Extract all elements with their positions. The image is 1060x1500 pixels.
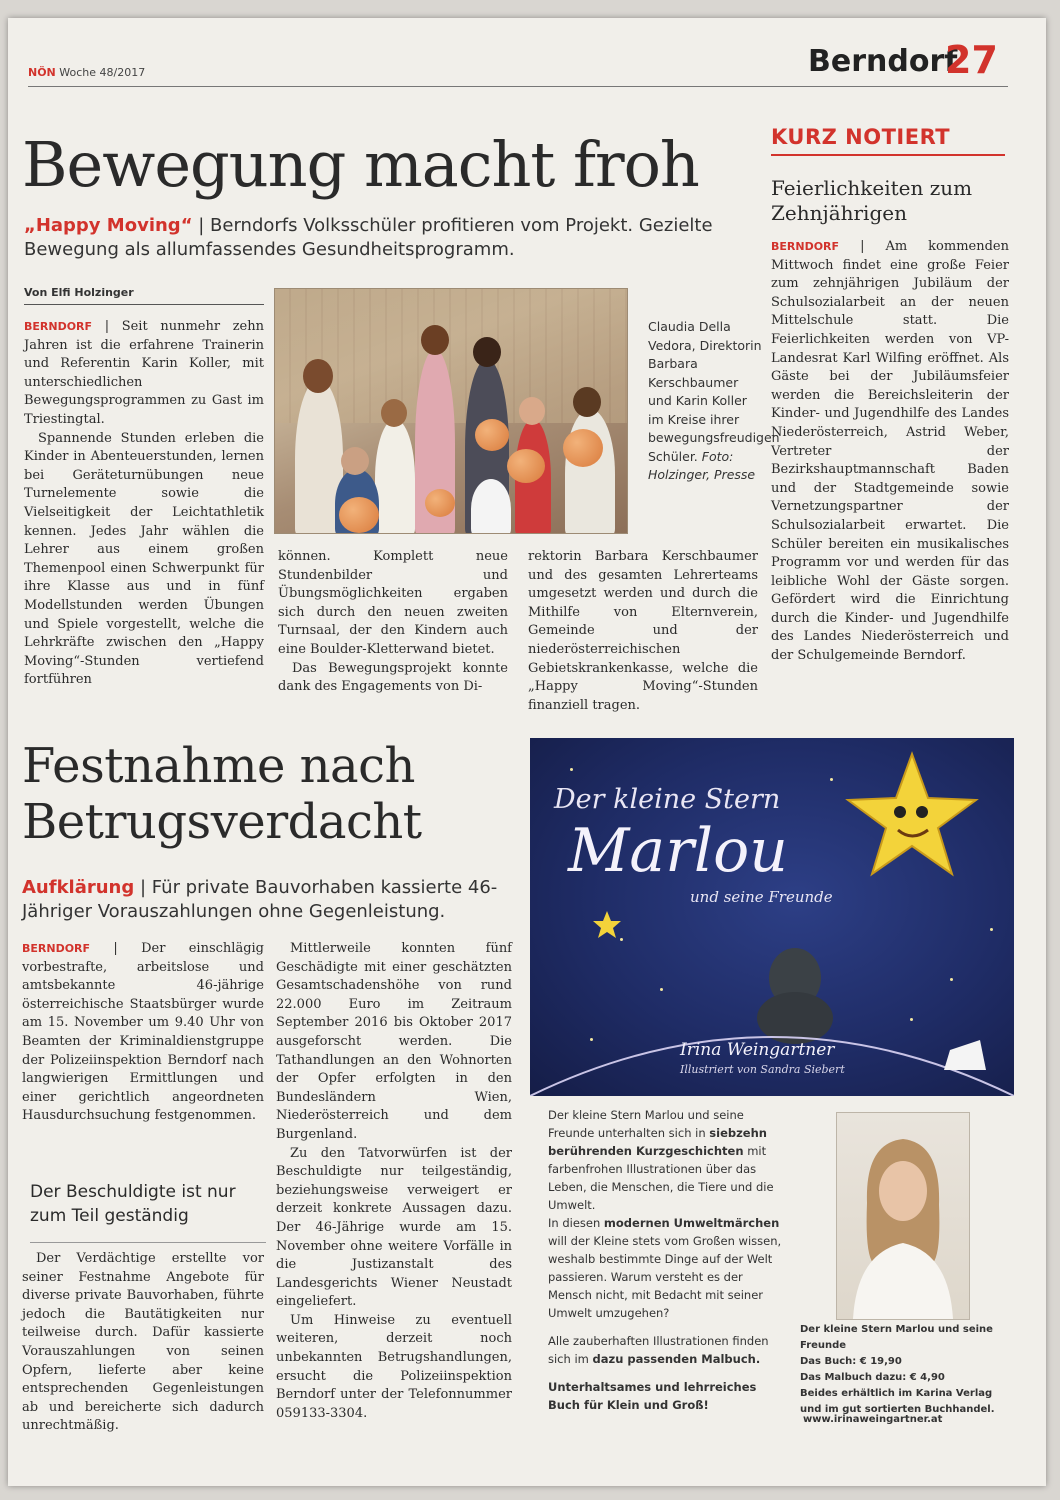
author-website-link[interactable]: www.irinaweingartner.at — [803, 1414, 943, 1425]
article2-column-1 — [22, 940, 264, 1126]
article1-column-2 — [278, 548, 508, 697]
article1-paragraph: Das Bewegungsprojekt konnte dank des Engagements von Di- — [278, 660, 508, 695]
brand-logo: NÖN — [28, 66, 56, 79]
issue-week: Woche 48/2017 — [59, 66, 146, 79]
article2-column-1b — [22, 1250, 264, 1436]
subhead-rule — [30, 1242, 266, 1243]
article2-paragraph: Zu den Tatvorwürfen ist der Beschuldigte nur teilgeständig, beziehungsweise verweigert er derzeit konkrete Aussagen dazu. Der 46-Jährige wurde am 15. November ohne weitere Vorfälle in die Justizanstalt des Landesgerichts Wiener Neustadt eingeliefert. — [276, 1145, 512, 1310]
book-ad-bold: dazu passenden Malbuch. — [592, 1352, 761, 1366]
publisher-logo-icon — [940, 1034, 990, 1074]
article1-dateline: BERNDORF — [24, 320, 93, 333]
kurz-notiert-paragraph — [771, 238, 1009, 666]
book-ad-bold: siebzehn berührenden Kurzgeschichten — [548, 1126, 767, 1158]
article2-paragraph: Der Verdächtige erstellte vor seiner Festnahme Angebote für diverse private Bauvorhaben, führte jedoch die Bautätigkeiten nur teilweise durch. Dafür kassierte Vorauszahlungen von seinen Opfern, lieferte aber keine entsprechenden Gegenleistungen ab und bereicherte sich dadurch unrechtmäßig. — [22, 1251, 264, 1434]
article1-column-1 — [24, 318, 264, 690]
article1-paragraph — [24, 318, 264, 430]
book-ad-text-span: Alle zauberhaften Illustrationen finden sich im — [548, 1334, 769, 1366]
article2-paragraph: Mittlerweile konnten fünf Geschädigte mit einer geschätzten Gesamtschadenshöhe von rund 22.000 Euro im Zeitraum September 2016 bis Oktober 2017 ausgeforscht werden. Die Tathandlungen an den Wohnorten der Opfer erfolgten in den Bundesländern Wien, Niederösterreich und dem Burgenland. — [276, 941, 512, 1142]
book-ad-text-span: In diesen — [548, 1216, 601, 1230]
coloring-book-price: Das Malbuch dazu: € 4,90 — [800, 1372, 945, 1383]
article1-paragraph: rektorin Barbara Kerschbaumer und des gesamten Lehrerteams umgesetzt werden und durch die Mithilfe von Elternverein, Gemeinde und der niederösterreichischen Gebietskrankenkasse, welche die „Happy Moving“-Stunden finanziell tragen. — [528, 549, 758, 713]
book-cover-image — [530, 738, 1014, 1096]
book-cover-illustrator: Illustriert von Sandra Siebert — [680, 1063, 845, 1076]
book-ad-text-span: will der Kleine stets vom Großen wissen, weshalb bestimmte Dinge auf der Welt passieren. Warum versteht es der Mensch nicht, mit Bedacht mit seiner Umwelt umzugehen? — [548, 1234, 782, 1320]
kurz-notiert-body — [771, 238, 1009, 666]
book-ad-text-span: Der kleine Stern Marlou und seine Freunde unterhalten sich in — [548, 1108, 744, 1140]
article2-subhead-text: | Für private Bauvorhaben kassierte 46-Jähriger Vorauszahlungen ohne Gegenleistung. — [22, 877, 498, 922]
article2-subheadline — [22, 876, 522, 924]
kurz-notiert-dateline: BERNDORF — [771, 240, 840, 253]
article1-paragraph: können. Komplett neue Stundenbilder und Übungsmöglichkeiten ergaben sich durch den neuen zweiten Turnsaal, der den Kindern auch eine Boulder-Kletterwand bietet. — [278, 549, 508, 657]
book-info — [800, 1322, 1010, 1418]
book-ad-paragraph — [548, 1214, 783, 1322]
article1-subhead-text: | Berndorfs Volksschüler profitieren vom Projekt. Gezielte Bewegung als allumfassendes Gesundheitsprogramm. — [24, 215, 713, 260]
article2-paragraph: Um Hinweise zu eventuell weiteren, derzeit noch unbekannten Betrugshandlungen, ersucht die Polizeiinspektion Berndorf unter der Telefonnummer 059133-3304. — [276, 1312, 512, 1421]
issue-info — [28, 66, 145, 79]
article2-headline — [22, 738, 542, 850]
book-ad-paragraph — [548, 1106, 783, 1214]
book-ad-paragraph — [548, 1332, 783, 1368]
section-title: Berndorf — [808, 44, 958, 79]
book-subtitle: und seine Freunde — [690, 888, 833, 906]
book-title-big: Marlou — [568, 816, 788, 886]
article2-kicker: Aufklärung — [22, 877, 135, 898]
kurz-notiert-rule — [771, 154, 1005, 156]
article1-text: | Seit nunmehr zehn Jahren ist die erfahrene Trainerin und Referentin Karin Koller, mit unterschiedlichen Bewegungsprogrammen zu Gast im Triestingtal. — [24, 319, 264, 427]
kurz-notiert-text: | Am kommenden Mittwoch findet eine große Feier zum zehnjährigen Jubiläum der Schulsozialarbeit an der neuen Mittelschule statt. Die Feierlichkeiten werden von VP-Landesrat Karl Wilfing eröffnet. Als Gäste bei der Jubiläumsfeier werden die Bereichsleiterin der Kinder- und Jugendhilfe des Landes Niederösterreich, Astrid Weber, Vertreter der Bezirkshauptmannschaft Baden und der Stadtgemeinde sowie Vernetzungspartner der Schulsozialarbeit erwartet. Die Schüler bereiten ein musikalisches Programm vor und werden für das leibliche Wohl der Gäste sorgen. Gefördert wird die Einrichtung durch die Kinder- und Jugendhilfe des Landes Niederösterreich und der Schulgemeinde Berndorf. — [771, 239, 1009, 664]
photo-credit: Foto: Holzinger, Presse — [648, 448, 756, 482]
book-cover-author: Irina Weingartner — [680, 1040, 835, 1060]
book-info-title: Der kleine Stern Marlou und seine Freunde — [800, 1324, 993, 1351]
book-title-small: Der kleine Stern — [554, 784, 781, 815]
article2-inline-subhead: Der Beschuldigte ist nur zum Teil geständig — [30, 1182, 236, 1226]
kurz-notiert-label: KURZ NOTIERT — [771, 125, 951, 149]
article1-byline: Von Elfi Holzinger — [24, 286, 134, 299]
author-photo — [836, 1112, 970, 1320]
article1-column-3 — [528, 548, 758, 715]
availability-note: Beides erhältlich im Karina Verlag und im gut sortierten Buchhandel. — [800, 1388, 995, 1415]
article2-dateline: BERNDORF — [22, 942, 91, 955]
article1-photo — [274, 288, 628, 534]
book-ad-text-span: mit farbenfrohen Illustrationen über das Leben, die Menschen, die Tiere und die Umwelt. — [548, 1144, 774, 1212]
small-star-icon — [592, 910, 622, 940]
article1-subheadline — [24, 214, 724, 262]
newspaper-page — [8, 18, 1046, 1486]
book-ad-bold: modernen Umweltmärchen — [603, 1216, 780, 1230]
book-price: Das Buch: € 19,90 — [800, 1356, 902, 1367]
article2-text: | Der einschlägig vorbestrafte, arbeitslose und amtsbekannte 46-jährige österreichische Staatsbürger wurde am 15. November um 9.40 Uhr von Beamten der Kriminaldienstgruppe der Polizeiinspektion Berndorf nach langwierigen Ermittlungen und einer gerichtlich angeordneten Hausdurchsuchung festgenommen. — [22, 941, 264, 1124]
byline-rule — [24, 304, 264, 305]
photo-caption-text: Claudia Della Vedora, Direktorin Barbara Kerschbaumer und Karin Koller im Kreise ihrer bewegungsfreudigen Schüler. — [648, 319, 780, 464]
article2-headline-line: Betrugsverdacht — [22, 794, 422, 850]
article1-kicker: „Happy Moving“ — [24, 215, 193, 236]
article2-headline-line: Festnahme nach — [22, 738, 415, 794]
book-ad-text — [548, 1106, 783, 1414]
kurz-notiert-headline: Feierlichkeiten zum Zehnjährigen — [771, 176, 973, 225]
article1-paragraph: Spannende Stunden erleben die Kinder in Abenteuerstunden, lernen bei Geräteturnübungen neue Turnelemente sowie die Vielseitigkeit der Leichtathletik kennen. Jedes Jahr wählen die Lehrer aus einem großen Themenpool einen Schwerpunkt für ihre Klasse aus und in fünf Modellstunden werden Übungen und Spiele vorgestellt, welche die Lehrkräfte zwischen den „Happy Moving“-Stunden vertiefend fortführen — [24, 430, 264, 688]
smiling-star-icon — [842, 750, 982, 880]
article1-photo-caption — [648, 318, 780, 485]
article2-column-2 — [276, 940, 512, 1423]
page-number: 27 — [945, 38, 998, 82]
book-ad-tagline: Unterhaltsames und lehrreiches Buch für Klein und Groß! — [548, 1380, 757, 1412]
article1-headline: Bewegung macht froh — [22, 128, 699, 201]
header-rule — [28, 86, 1008, 87]
article2-paragraph — [22, 940, 264, 1126]
author-portrait-icon — [837, 1113, 969, 1319]
